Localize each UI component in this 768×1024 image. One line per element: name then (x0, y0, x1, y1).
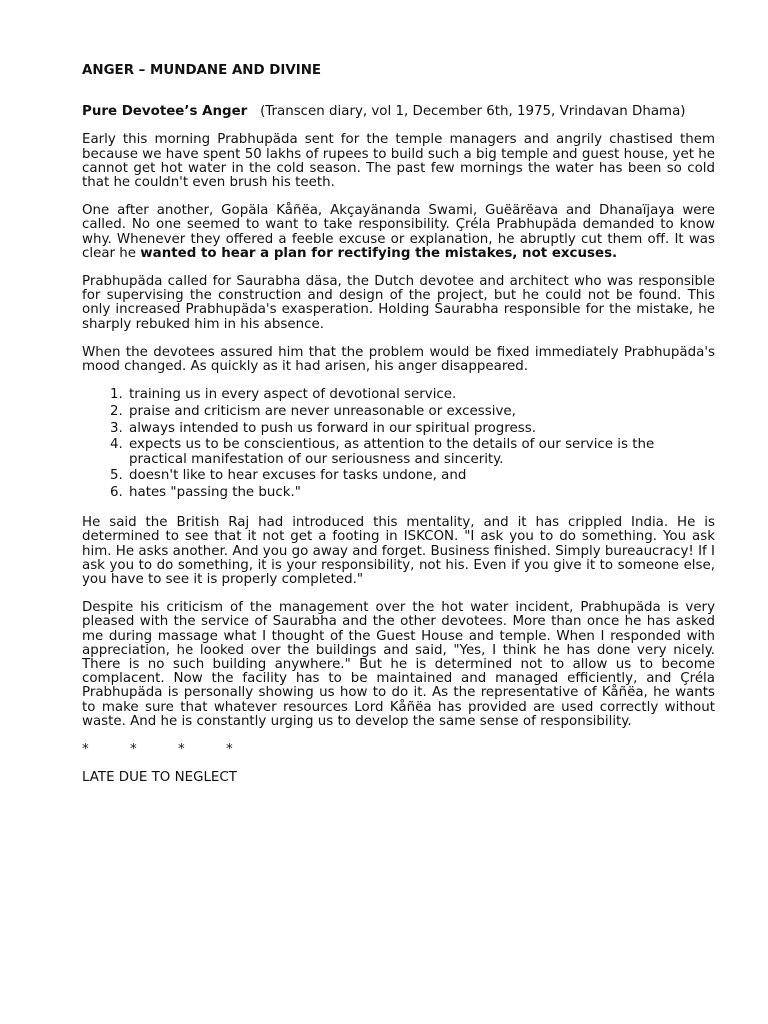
section-heading-title: Pure Devotee’s Anger (82, 104, 248, 120)
list-item: 1. training us in every aspect of devotional service. (127, 388, 715, 402)
list-item: 5. doesn't like to hear excuses for tasks undone, and (127, 469, 715, 483)
paragraph-5: He said the British Raj had introduced this mentality, and it has crippled India. He is determined to see that it not get a footing in ISKCON. "I ask you to do something. You ask him. He asks another. And you go away and forget. Business finished. Simply bureaucracy! If I ask you to do something, it is your responsibility, not his. Even if you give it to someone else, you have to see it is properly completed." (82, 515, 715, 587)
separator-star: * (178, 742, 185, 758)
section-heading-source: (Transcen diary, vol 1, December 6th, 1975, Vrindavan Dhama) (260, 104, 686, 120)
section-heading (82, 105, 715, 119)
paragraph-2-text: One after another, Gopäla Kåñëa, Akçayänanda Swami, Guëärëava and Dhanaïjaya were called. No one seemed to want to take responsibility. Çréla Prabhupäda demanded to know why. Whenever they offered a feeble excuse or explanation, he abruptly cut them off. It was clear he (82, 203, 715, 261)
section-separator (82, 743, 715, 757)
numbered-list (82, 388, 715, 500)
paragraph-6: Despite his criticism of the management over the hot water incident, Prabhupäda is very pleased with the service of Saurabha and the other devotees. More than once he has asked me during massage what I thought of the Guest House and temple. When I responded with appreciation, he looked over the buildings and said, "Yes, I think he has done very nicely. There is no such building anywhere." But he is determined not to allow us to become complacent. Now the facility has to be maintained and managed efficiently, and Çréla Prabhupäda is personally showing us how to do it. As the representative of Kåñëa, he wants to make sure that whatever resources Lord Kåñëa has provided are used correctly without waste. And he is constantly urging us to develop the same sense of responsibility. (82, 600, 715, 729)
paragraph-1: Early this morning Prabhupäda sent for the temple managers and angrily chastised them because we have spent 50 lakhs of rupees to build such a big temple and guest house, yet he cannot get hot water in the cold season. The past few mornings the water has been so cold that he couldn't even brush his teeth. (82, 132, 715, 191)
list-item: 6. hates "passing the buck." (127, 486, 715, 500)
document-title: ANGER – MUNDANE AND DIVINE (82, 63, 322, 78)
list-item: 3. always intended to push us forward in our spiritual progress. (127, 422, 715, 436)
paragraph-2 (82, 204, 715, 261)
separator-star: * (226, 742, 233, 758)
separator-star: * (130, 742, 137, 758)
separator-star: * (82, 742, 89, 758)
paragraph-2-bold: wanted to hear a plan for rectifying the mistakes, not excuses. (140, 245, 618, 261)
list-item: 4. expects us to be conscientious, as attention to the details of our service is the practical manifestation of our seriousness and sincerity. (127, 438, 715, 466)
list-item: 2. praise and criticism are never unreasonable or excessive, (127, 405, 715, 419)
next-section-heading: LATE DUE TO NEGLECT (82, 770, 237, 786)
paragraph-4: When the devotees assured him that the problem would be fixed immediately Prabhupäda's mood changed. As quickly as it had arisen, his anger disappeared. (82, 344, 715, 375)
paragraph-3: Prabhupäda called for Saurabha däsa, the Dutch devotee and architect who was responsible for supervising the construction and design of the project, but he could not be found. This only increased Prabhupäda's exasperation. Holding Saurabha responsible for the mistake, he sharply rebuked him in his absence. (82, 274, 715, 332)
